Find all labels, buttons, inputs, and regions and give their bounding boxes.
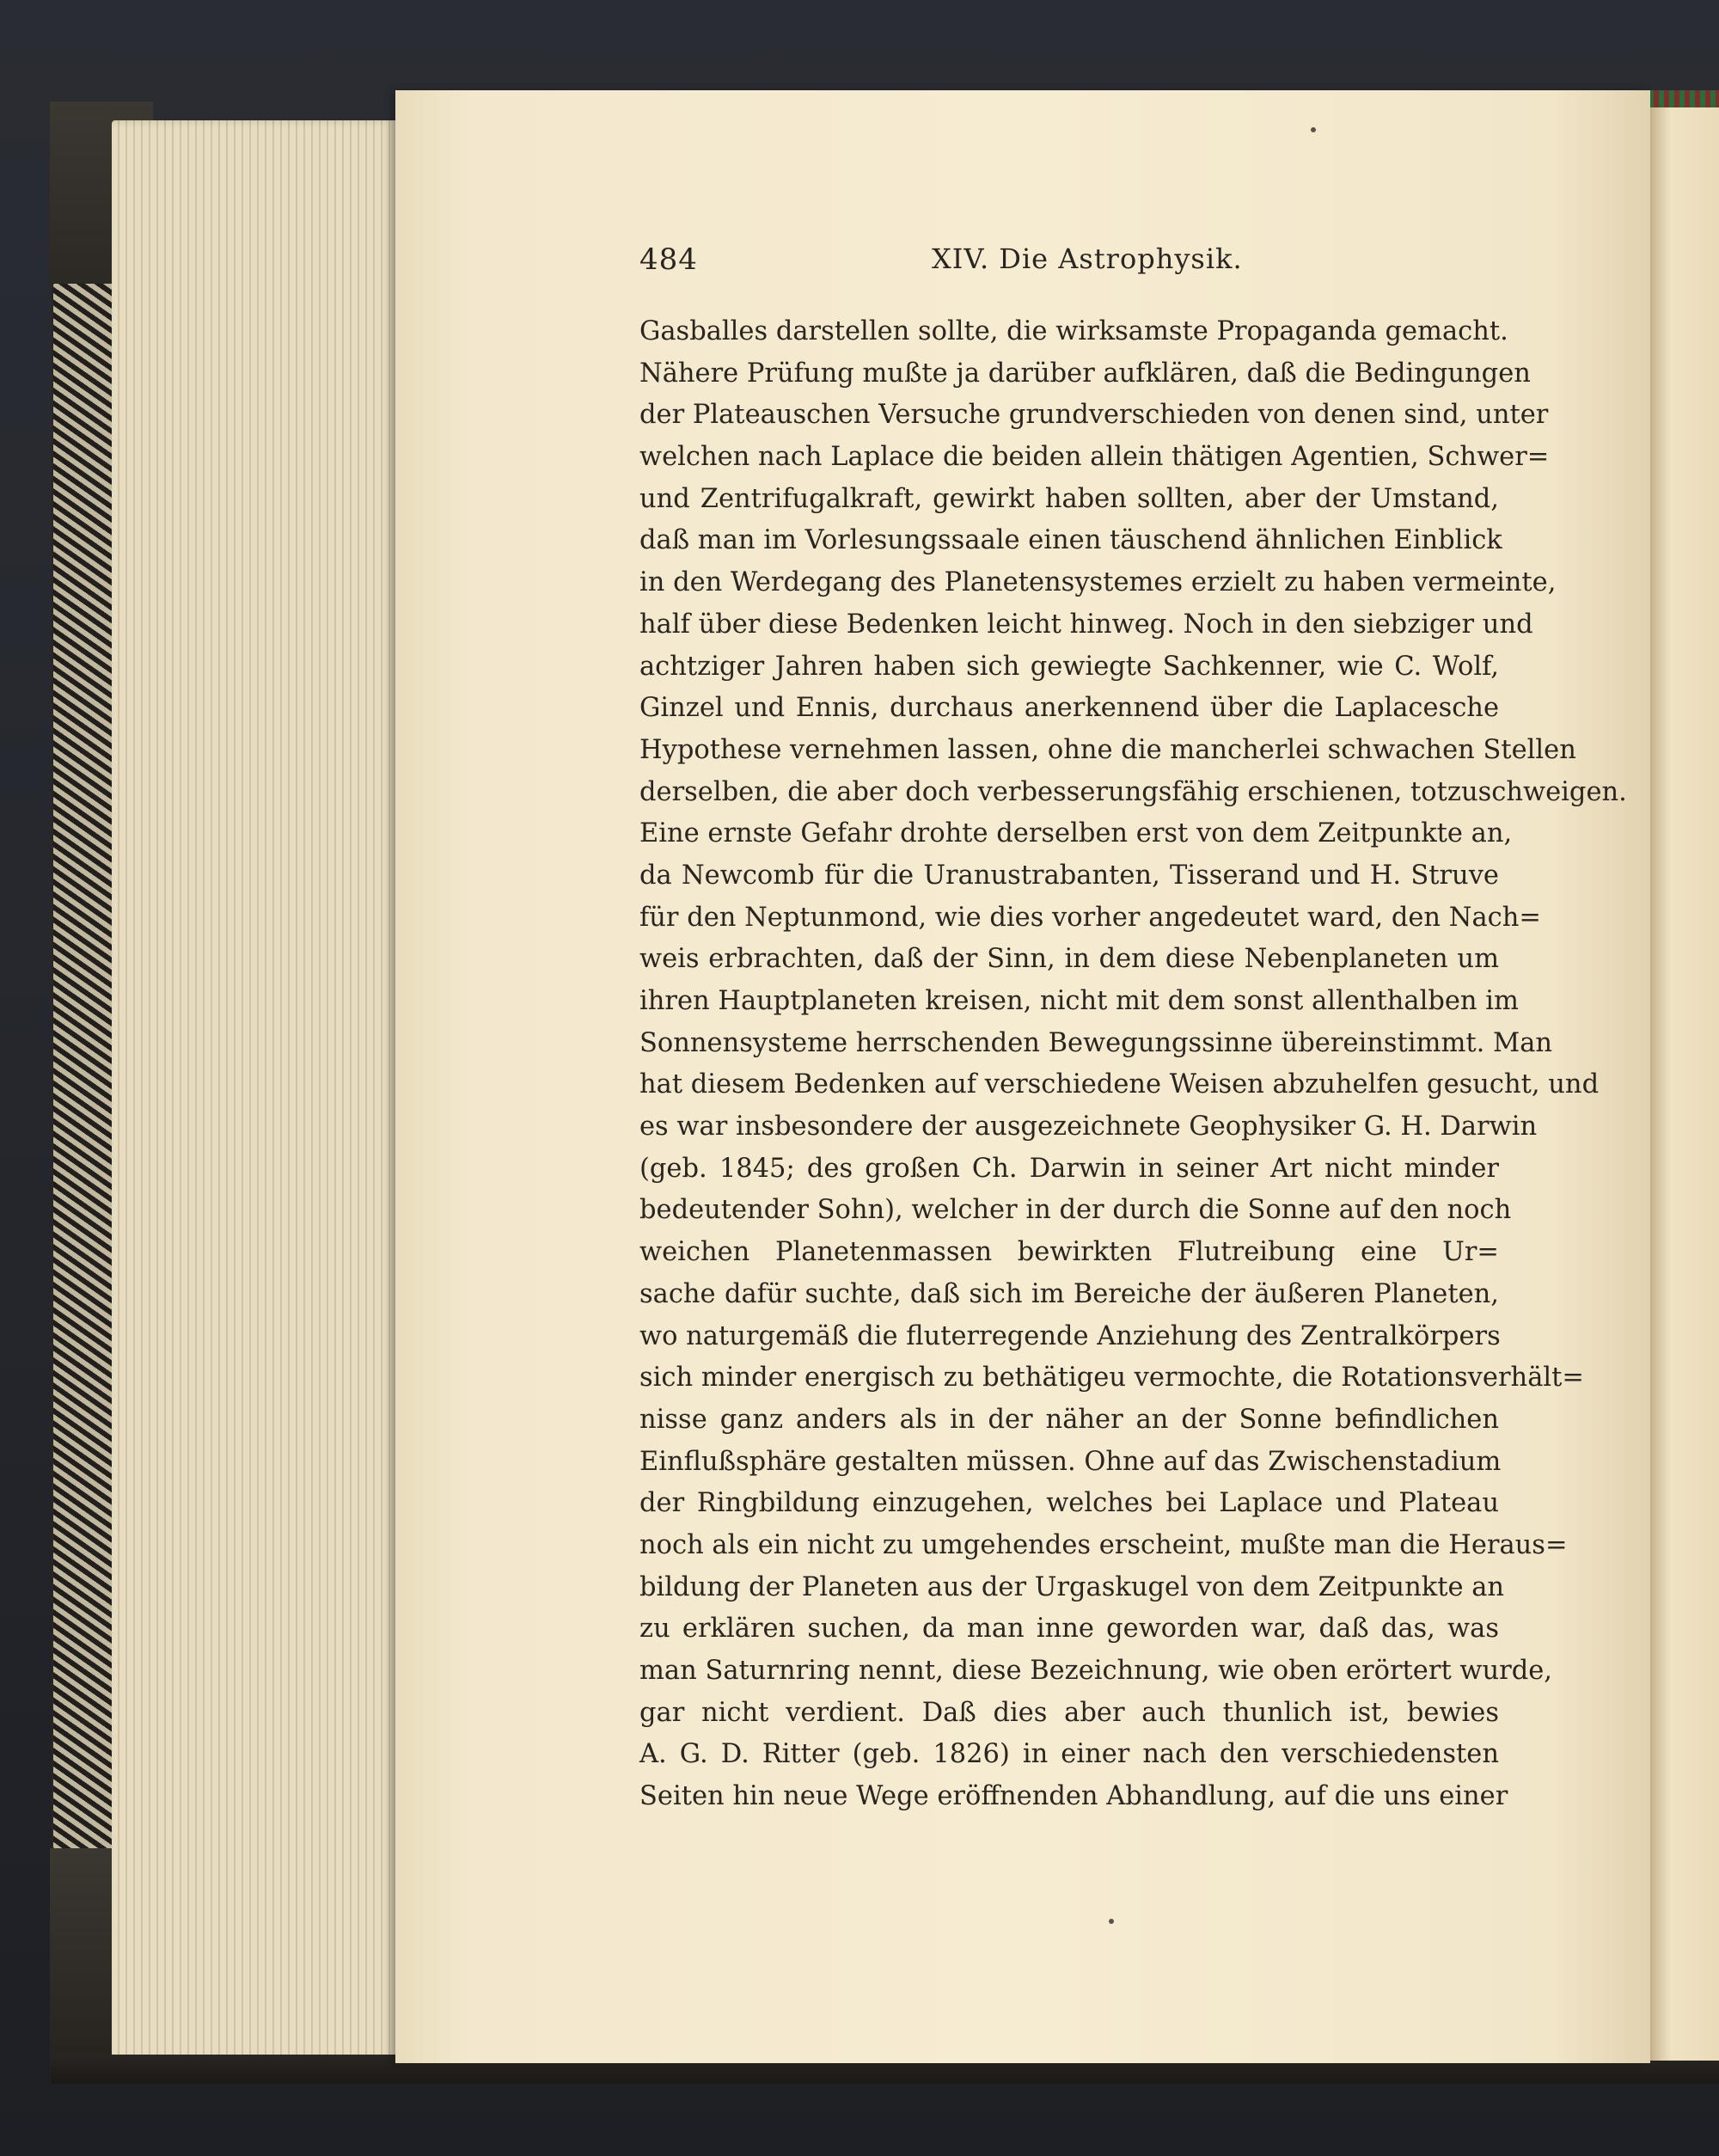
text-line: zu erklären suchen, da man inne geworden war, daß das, was — [639, 1614, 1499, 1645]
text-line: es war insbesondere der ausgezeichnete Geophysiker G. H. Darwin — [639, 1112, 1538, 1142]
text-line: wo naturgemäß die fluterregende Anziehung des Zentralkörpers — [639, 1320, 1501, 1351]
page-header — [639, 242, 1499, 285]
text-line: derselben, die aber doch verbesserungsfähig erschienen, totzuschweigen. — [639, 776, 1627, 807]
running-head: XIV. Die Astrophysik. — [932, 242, 1243, 275]
text-line: Gasballes darstellen sollte, die wirksamste Propaganda gemacht. — [639, 316, 1508, 346]
text-line: der Ringbildung einzugehen, welches bei Laplace und Plateau — [639, 1488, 1499, 1519]
text-line: A. G. D. Ritter (geb. 1826) in einer nach den verschiedensten — [639, 1739, 1499, 1770]
text-line: Sonnensysteme herrschenden Bewegungssinne übereinstimmt. Man — [639, 1027, 1553, 1058]
text-line: gar nicht verdient. Daß dies aber auch thunlich ist, bewies — [639, 1697, 1499, 1728]
text-line: für den Neptunmond, wie dies vorher angedeutet ward, den Nach= — [639, 902, 1541, 933]
text-line: nisse ganz anders als in der näher an der Sonne befindlichen — [639, 1404, 1499, 1435]
text-line: hat diesem Bedenken auf verschiedene Weisen abzuhelfen gesucht, und — [639, 1069, 1600, 1100]
text-line: Hypothese vernehmen lassen, ohne die mancherlei schwachen Stellen — [639, 734, 1576, 765]
text-line: man Saturnring nennt, diese Bezeichnung, wie oben erörtert wurde, — [639, 1656, 1552, 1686]
page-edges — [112, 120, 395, 2072]
body-text — [639, 311, 1627, 1818]
text-line: sich minder energisch zu bethätigeu vermochte, die Rotationsverhält= — [639, 1363, 1584, 1393]
text-line: sache dafür suchte, daß sich im Bereiche der äußeren Planeten, — [639, 1278, 1499, 1309]
text-line: (geb. 1845; des großen Ch. Darwin in seiner Art nicht minder — [639, 1153, 1499, 1184]
text-line: Seiten hin neue Wege eröffnenden Abhandlung, auf die uns einer — [639, 1781, 1508, 1812]
text-line: daß man im Vorlesungssaale einen täuschend ähnlichen Einblick — [639, 525, 1502, 556]
page-number: 484 — [639, 242, 698, 277]
text-line: Einflußsphäre gestalten müssen. Ohne auf das Zwischenstadium — [639, 1446, 1502, 1477]
text-line: da Newcomb für die Uranustrabanten, Tisserand und H. Struve — [639, 860, 1499, 891]
text-line: Ginzel und Ennis, durchaus anerkennend über die Laplacesche — [639, 693, 1499, 724]
text-line: und Zentrifugalkraft, gewirkt haben sollten, aber der Umstand, — [639, 483, 1499, 514]
text-line: ihren Hauptplaneten kreisen, nicht mit dem sonst allenthalben im — [639, 986, 1519, 1016]
text-line: in den Werdegang des Planetensystemes erzielt zu haben vermeinte, — [639, 567, 1557, 598]
text-line: Eine ernste Gefahr drohte derselben erst von dem Zeitpunkte an, — [639, 818, 1513, 849]
text-line: achtziger Jahren haben sich gewiegte Sachkenner, wie C. Wolf, — [639, 651, 1499, 682]
paper-speck — [1311, 127, 1316, 132]
text-line: half über diese Bedenken leicht hinweg. Noch in den siebziger und — [639, 609, 1533, 640]
text-line: der Plateauschen Versuche grundverschieden von denen sind, unter — [639, 400, 1549, 431]
text-line: weichen Planetenmassen bewirkten Flutreibung eine Ur= — [639, 1237, 1499, 1268]
facing-page-edge — [1650, 105, 1719, 2061]
paper-speck — [1109, 1919, 1114, 1924]
text-line: Nähere Prüfung mußte ja darüber aufklären, daß die Bedingungen — [639, 358, 1531, 389]
text-line: noch als ein nicht zu umgehendes erscheint, mußte man die Heraus= — [639, 1529, 1568, 1560]
text-line: weis erbrachten, daß der Sinn, in dem diese Nebenplaneten um — [639, 944, 1499, 975]
text-line: welchen nach Laplace die beiden allein thätigen Agentien, Schwer= — [639, 442, 1550, 473]
text-line: bedeutender Sohn), welcher in der durch die Sonne auf den noch — [639, 1195, 1512, 1226]
text-line: bildung der Planeten aus der Urgaskugel von dem Zeitpunkte an — [639, 1571, 1505, 1602]
